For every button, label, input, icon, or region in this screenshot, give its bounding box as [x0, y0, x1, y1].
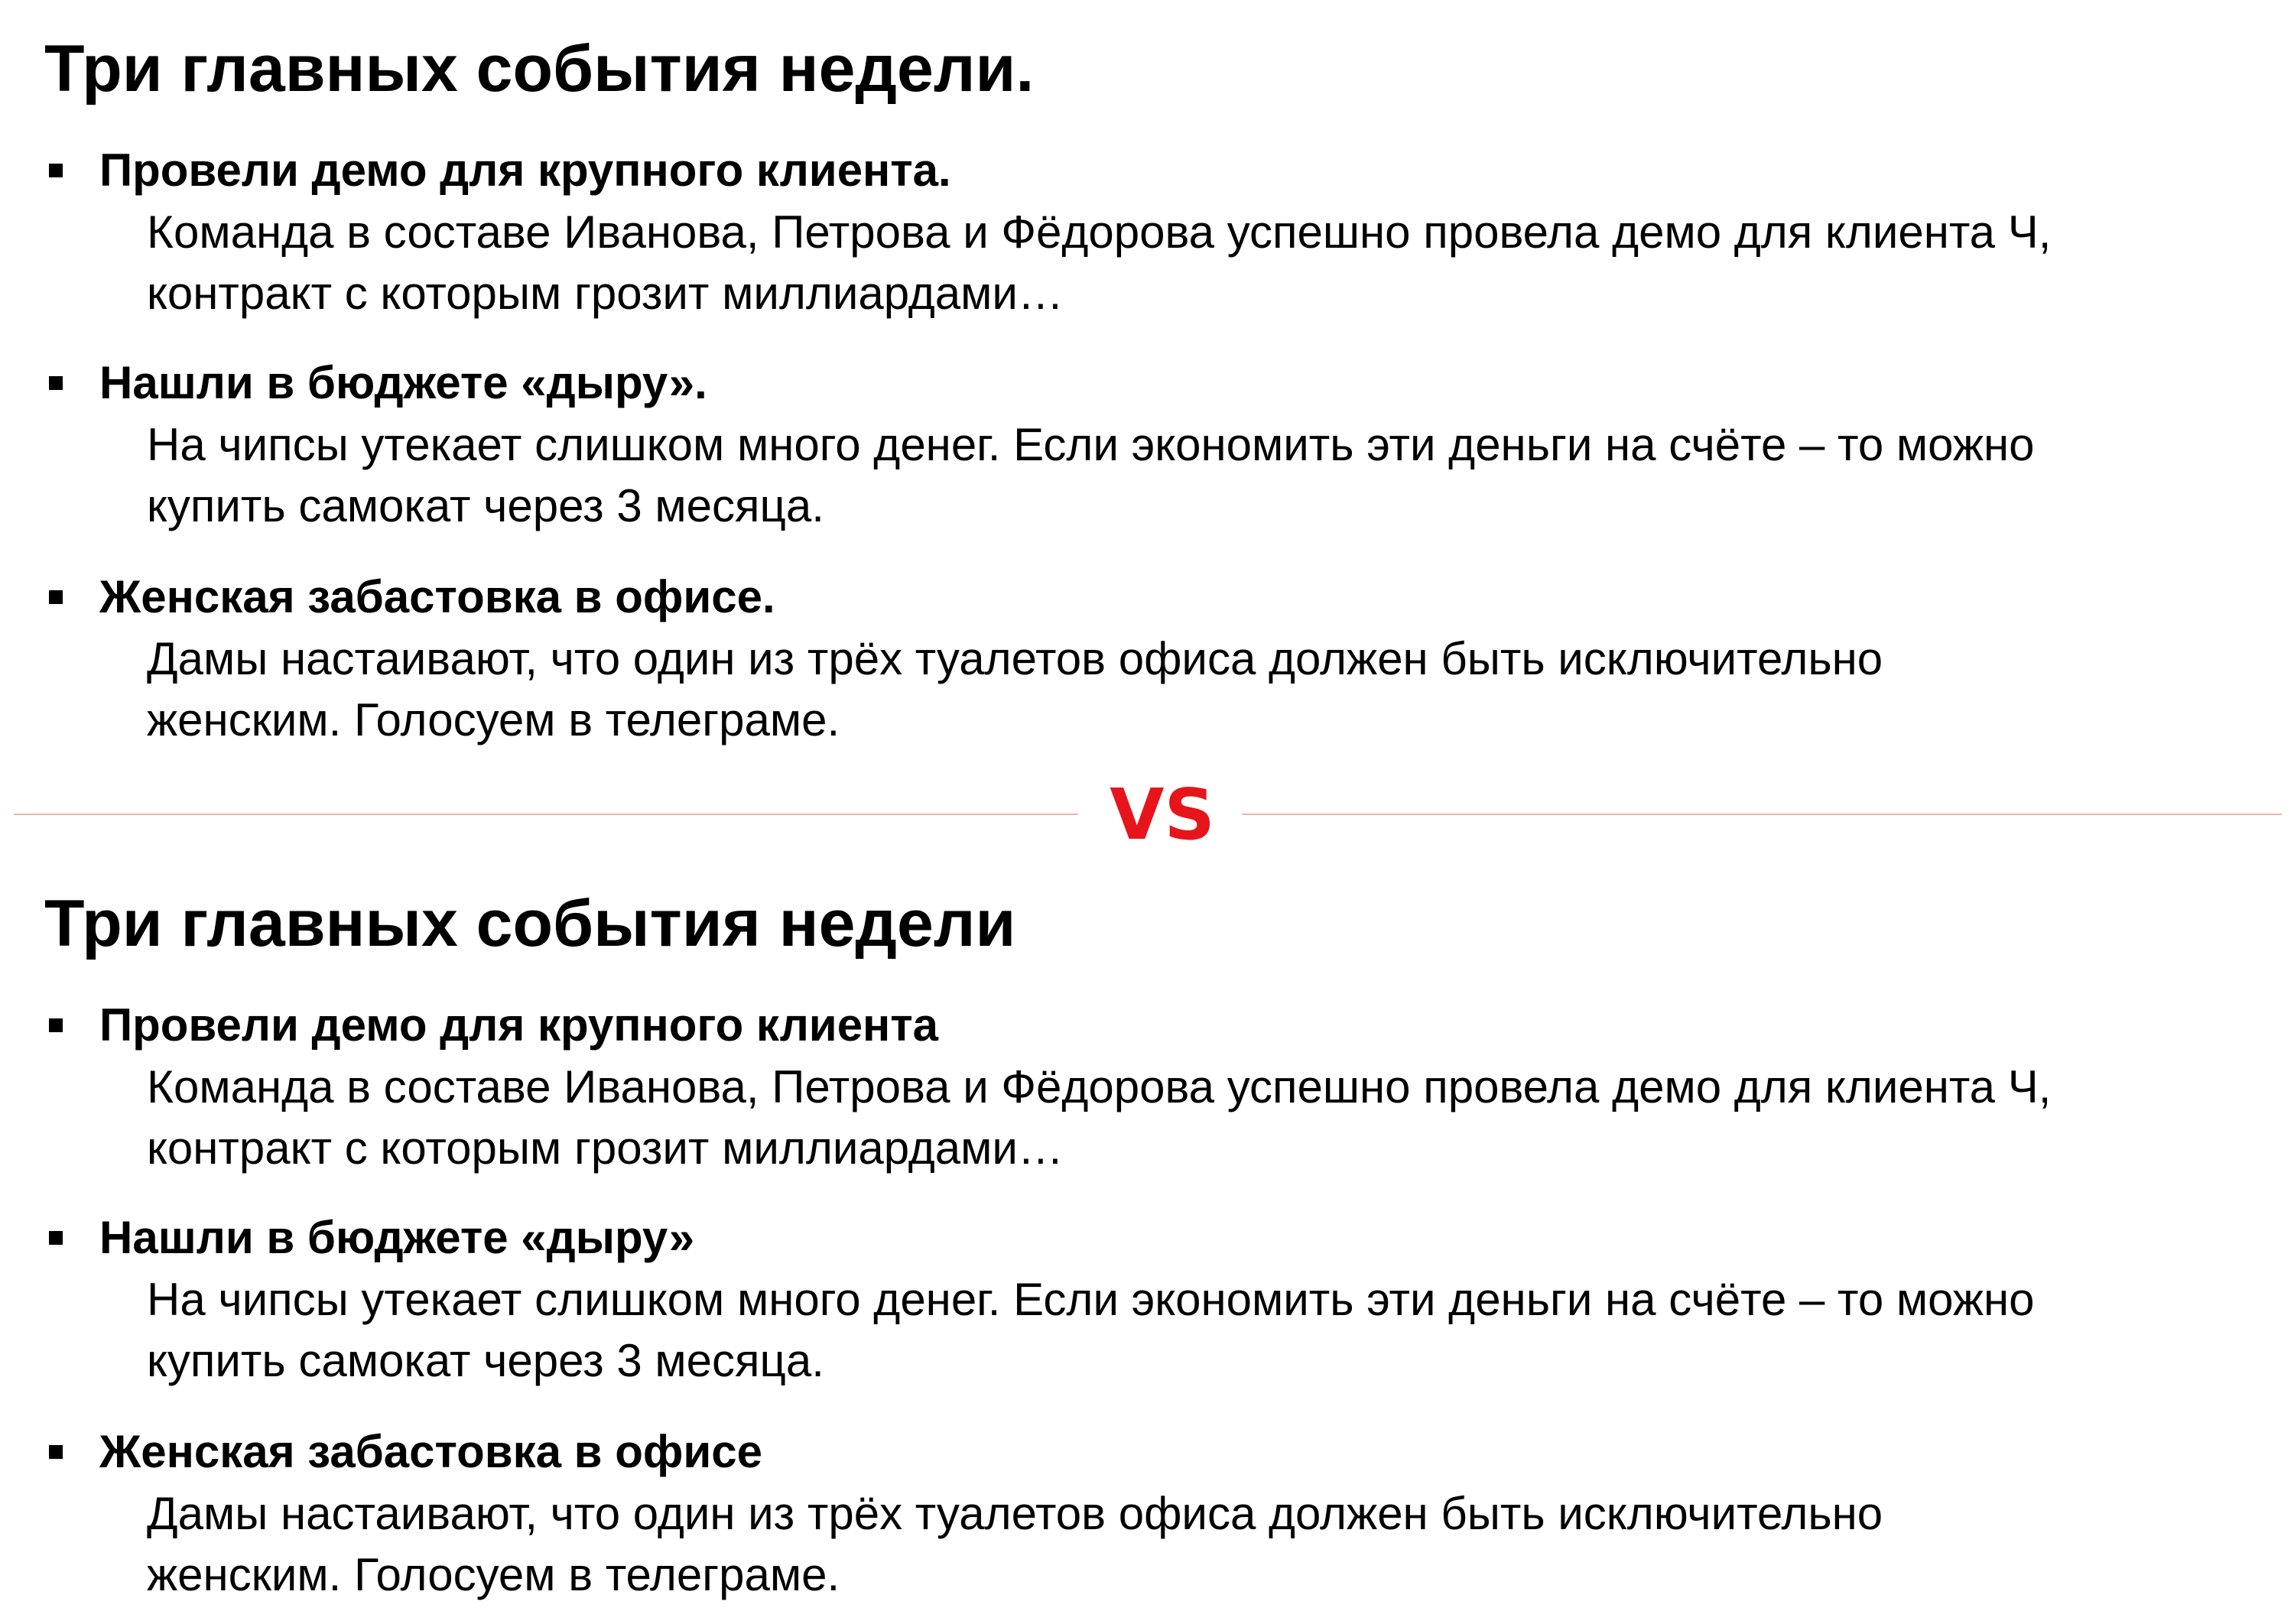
- bullet-body-line: Команда в составе Иванова, Петрова и Фёдорова успешно провела демо для клиента Ч,: [147, 1061, 2052, 1112]
- bullet-heading: Нашли в бюджете «дыру».: [99, 357, 707, 408]
- bullet-body-line: Команда в составе Иванова, Петрова и Фёдорова успешно провела демо для клиента Ч,: [147, 206, 2052, 258]
- slide-title: Три главных события недели: [44, 887, 1016, 960]
- bullet-heading: Женская забастовка в офисе.: [99, 571, 775, 622]
- square-bullet-icon: [49, 164, 63, 177]
- bullet-body: [147, 628, 2280, 751]
- bullet-body-line: женским. Голосуем в телеграме.: [147, 1549, 840, 1600]
- bullet-body-line: На чипсы утекает слишком много денег. Если экономить эти деньги на счёте – то можно: [147, 1274, 2035, 1325]
- bullet-body-line: купить самокат через 3 месяца.: [147, 480, 824, 531]
- bullet-body-line: Дамы настаивают, что один из трёх туалетов офиса должен быть исключительно: [147, 1488, 1883, 1539]
- bullet-heading: Женская забастовка в офисе: [99, 1426, 763, 1477]
- divider-line-right: [1242, 814, 2282, 815]
- bullet-body: [147, 1483, 2280, 1606]
- bullet-body-line: Дамы настаивают, что один из трёх туалетов офиса должен быть исключительно: [147, 633, 1883, 684]
- square-bullet-icon: [49, 376, 63, 390]
- bullet-body: [147, 1269, 2280, 1392]
- bullet-body: [147, 414, 2280, 537]
- square-bullet-icon: [49, 590, 63, 604]
- square-bullet-icon: [49, 1445, 63, 1459]
- vs-label: VS: [1110, 774, 1215, 856]
- divider-line-left: [14, 814, 1078, 815]
- slide-title: Три главных события недели.: [44, 32, 1035, 106]
- bullet-body-line: На чипсы утекает слишком много денег. Если экономить эти деньги на счёте – то можно: [147, 419, 2035, 470]
- bullet-body-line: купить самокат через 3 месяца.: [147, 1335, 824, 1386]
- bullet-body-line: контракт с которым грозит миллиардами…: [147, 268, 1064, 319]
- square-bullet-icon: [49, 1018, 63, 1032]
- bullet-body-line: контракт с которым грозит миллиардами…: [147, 1122, 1064, 1174]
- bullet-body-line: женским. Голосуем в телеграме.: [147, 694, 840, 745]
- bullet-body: [147, 202, 2280, 324]
- bullet-heading: Провели демо для крупного клиента: [99, 999, 939, 1051]
- square-bullet-icon: [49, 1231, 63, 1245]
- bullet-heading: Нашли в бюджете «дыру»: [99, 1212, 695, 1263]
- bullet-heading: Провели демо для крупного клиента.: [99, 145, 951, 196]
- bullet-body: [147, 1057, 2280, 1179]
